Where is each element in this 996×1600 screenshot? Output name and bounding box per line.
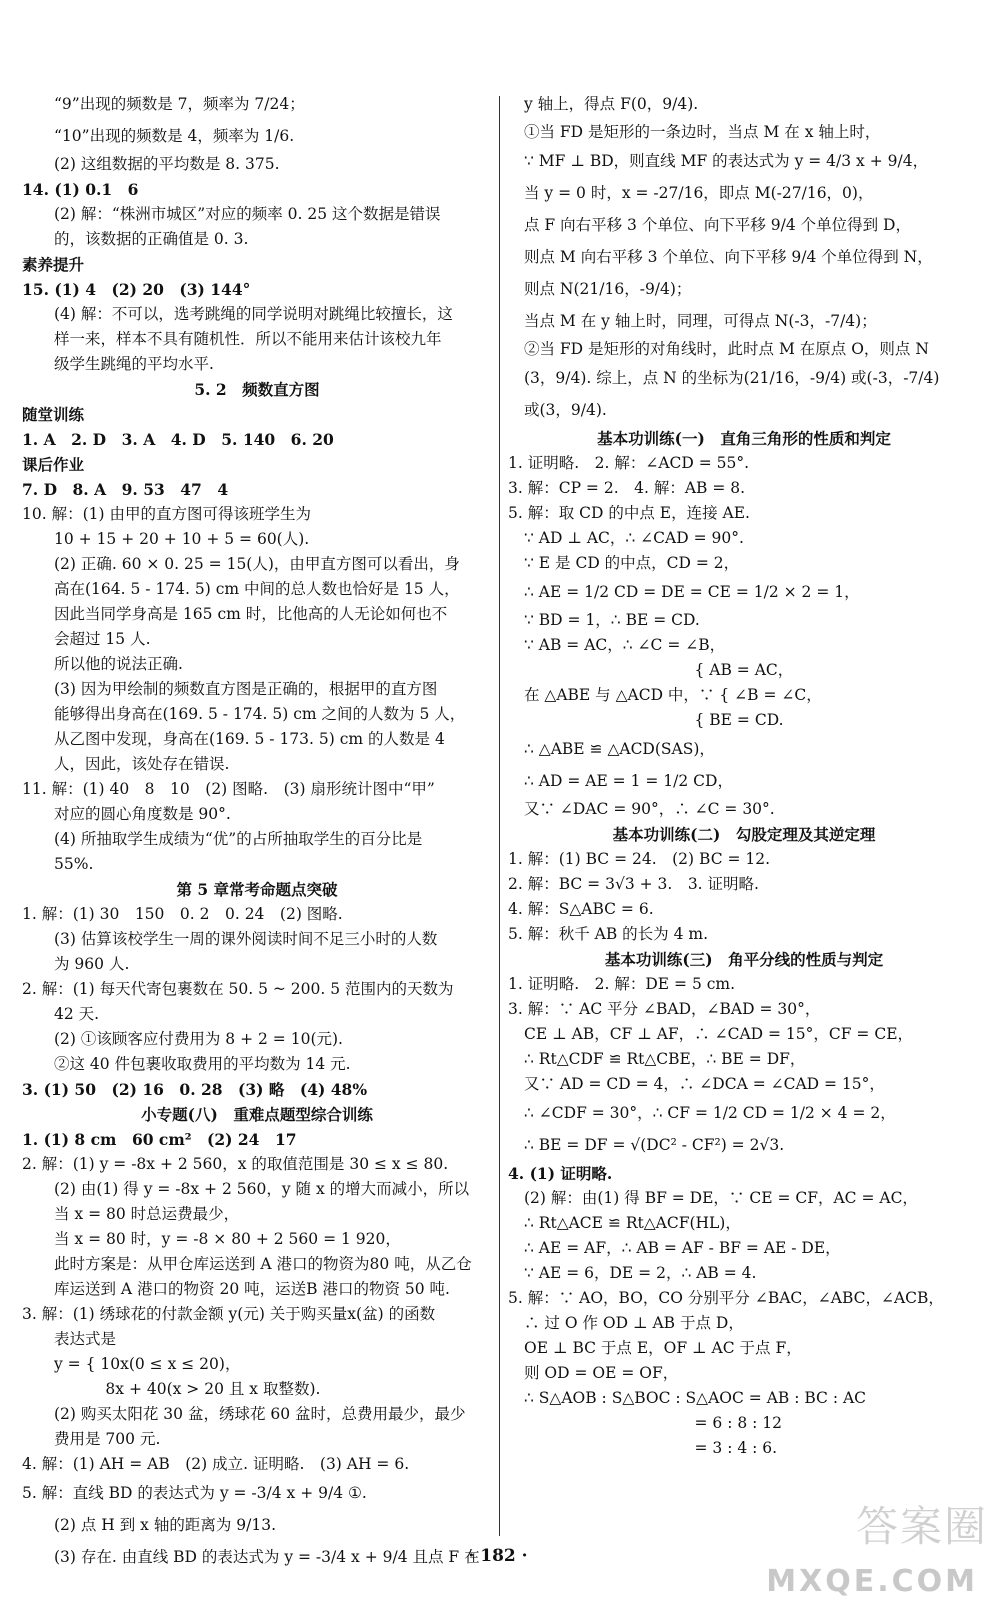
left-line: “10”出现的频数是 4，频率为 1/6. (54, 127, 295, 145)
right-line: ∵ E 是 CD 的中点，CD = 2， (524, 554, 740, 572)
left-line: (2) 解：“株洲市城区”对应的频率 0. 25 这个数据是错误 (54, 205, 441, 223)
right-line: 1. 证明略. 2. 解：DE = 5 cm. (508, 975, 736, 993)
left-line: 4. 解：(1) AH = AB (2) 成立. 证明略. (3) AH = 6. (22, 1455, 410, 1473)
left-line: 5. 解：直线 BD 的表达式为 y = -3/4 x + 9/4 ①. (22, 1484, 367, 1502)
right-line: (3，9/4). 综上，点 N 的坐标为(21/16，-9/4) 或(-3，-7/4) (524, 369, 940, 387)
right-line: 当 y = 0 时，x = -27/16，即点 M(-27/16，0)， (524, 184, 874, 202)
left-line: 小专题(八) 重难点题型综合训练 (141, 1105, 373, 1124)
right-line: CE ⊥ AB，CF ⊥ AF，∴ ∠CAD = 15°，CF = CE， (524, 1025, 914, 1043)
right-line: ①当 FD 是矩形的一条边时，当点 M 在 x 轴上时， (524, 123, 881, 141)
right-line: 或(3，9/4). (524, 401, 607, 419)
left-line: (2) 点 H 到 x 轴的距离为 9/13. (54, 1516, 277, 1534)
watermark-logo (748, 1502, 988, 1599)
left-line: 1. 解：(1) 30 150 0. 2 0. 24 (2) 图略. (22, 905, 343, 923)
left-line: 课后作业 (22, 455, 85, 474)
right-column (508, 88, 980, 1461)
left-line: 随堂训练 (22, 405, 85, 424)
left-line: 所以他的说法正确. (54, 655, 183, 673)
right-line: ∵ BD = 1，∴ BE = CD. (524, 611, 700, 629)
left-line: 42 天. (54, 1005, 100, 1023)
right-line: = 3 : 4 : 6. (524, 1439, 778, 1457)
left-line: 样一来，样本不具有随机性．所以不能用来估计该校九年 (54, 330, 442, 348)
left-column (22, 88, 492, 1573)
right-line: ∴ S△AOB : S△BOC : S△AOC = AB : BC : AC (524, 1389, 867, 1407)
right-line: 当点 M 在 y 轴上时，同理，可得点 N(-3，-7/4)； (524, 312, 877, 330)
left-line: 的，该数据的正确值是 0. 3. (54, 230, 249, 248)
left-line: “9”出现的频数是 7，频率为 7/24； (54, 95, 305, 113)
right-line: (2) 解：由(1) 得 BF = DE，∵ CE = CF，AC = AC， (524, 1189, 918, 1207)
left-line: 11. 解：(1) 40 8 10 (2) 图略. (3) 扇形统计图中“甲” (22, 780, 435, 798)
left-line: 第 5 章常考命题点突破 (176, 880, 338, 899)
right-line: ∴ BE = DF = √(DC² - CF²) = 2√3. (524, 1136, 785, 1154)
left-line: (3) 存在. 由直线 BD 的表达式为 y = -3/4 x + 9/4 且点 F 在 (54, 1548, 480, 1566)
left-line: 3. (1) 50 (2) 16 0. 28 (3) 略 (4) 48% (22, 1080, 368, 1099)
left-line: 表达式是 (54, 1330, 117, 1348)
right-line: 5. 解：取 CD 的中点 E，连接 AE. (508, 504, 750, 522)
left-line: 当 x = 80 时，y = -8 × 80 + 2 560 = 1 920， (54, 1230, 401, 1248)
right-line: 基本功训练(二) 勾股定理及其逆定理 (612, 825, 876, 844)
right-line: ∵ AB = AC，∴ ∠C = ∠B， (524, 636, 726, 654)
right-line: ∵ AE = 6，DE = 2，∴ AB = 4. (524, 1264, 757, 1282)
right-line: 基本功训练(三) 角平分线的性质与判定 (604, 950, 884, 969)
left-line: 对应的圆心角度数是 90°. (54, 805, 231, 823)
left-line: 高在(164. 5 - 174. 5) cm 中间的总人数也恰好是 15 人， (54, 580, 460, 598)
right-line: ∴ ∠CDF = 30°，∴ CF = 1/2 CD = 1/2 × 4 = 2， (524, 1104, 896, 1122)
left-line: 会超过 15 人. (54, 630, 151, 648)
left-line: 素养提升 (22, 255, 85, 274)
right-line: 4. 解：S△ABC = 6. (508, 900, 654, 918)
left-line: (2) 购买太阳花 30 盆，绣球花 60 盆时，总费用最少，最少 (54, 1405, 466, 1423)
left-line: 15. (1) 4 (2) 20 (3) 144° (22, 280, 251, 299)
right-line: ∴ AE = 1/2 CD = DE = CE = 1/2 × 2 = 1， (524, 583, 860, 601)
right-line: 点 F 向右平移 3 个单位、向下平移 9/4 个单位得到 D， (524, 216, 911, 234)
left-line: (4) 所抽取学生成绩为“优”的占所抽取学生的百分比是 (54, 830, 423, 848)
left-line: (3) 因为甲绘制的频数直方图是正确的，根据甲的直方图 (54, 680, 438, 698)
left-line: (2) ①该顾客应付费用为 8 + 2 = 10(元). (54, 1030, 343, 1048)
right-line: = 6 : 8 : 12 (524, 1414, 783, 1432)
left-line: 为 960 人. (54, 955, 130, 973)
left-line: 因此当同学身高是 165 cm 时，比他高的人无论如何也不 (54, 605, 448, 623)
left-line: 1. (1) 8 cm 60 cm² (2) 24 17 (22, 1130, 297, 1149)
right-line: 4. (1) 证明略. (508, 1164, 613, 1183)
left-line: 3. 解：(1) 绣球花的付款金额 y(元) 关于购买量x(盆) 的函数 (22, 1305, 436, 1323)
right-line: ∴ △ABE ≌ △ACD(SAS)， (524, 740, 715, 758)
right-line: { AB = AC， (524, 661, 794, 679)
right-line: 3. 解：CP = 2. 4. 解：AB = 8. (508, 479, 746, 497)
left-line: 费用是 700 元. (54, 1430, 161, 1448)
right-line: ∵ AD ⊥ AC，∴ ∠CAD = 90°. (524, 529, 744, 547)
right-line: ∴ Rt△CDF ≌ Rt△CBE，∴ BE = DF， (524, 1050, 806, 1068)
left-line: 1. A 2. D 3. A 4. D 5. 140 6. 20 (22, 430, 334, 449)
right-line: 3. 解：∵ AC 平分 ∠BAD，∠BAD = 30°， (508, 1000, 821, 1018)
watermark-top: 答案圈 (855, 1502, 988, 1551)
watermark-bottom: MXQE.COM (766, 1564, 978, 1599)
left-line: 5. 2 频数直方图 (194, 380, 320, 399)
right-line: ∴ 过 O 作 OD ⊥ AB 于点 D， (524, 1314, 744, 1332)
right-line: 5. 解：秋千 AB 的长为 4 m. (508, 925, 708, 943)
right-line: ∴ AD = AE = 1 = 1/2 CD， (524, 772, 733, 790)
page-number: · 182 · (468, 1546, 528, 1566)
left-line: (2) 由(1) 得 y = -8x + 2 560，y 随 x 的增大而减小，所以 (54, 1180, 470, 1198)
right-line: OE ⊥ BC 于点 E，OF ⊥ AC 于点 F， (524, 1339, 802, 1357)
left-line: 10 + 15 + 20 + 10 + 5 = 60(人). (54, 530, 310, 548)
left-line: 14. (1) 0.1 6 (22, 180, 139, 199)
right-line: 则点 N(21/16，-9/4)； (524, 280, 692, 298)
left-line: 55%. (54, 855, 94, 873)
left-line: 人，因此，该处存在错误. (54, 755, 230, 773)
left-line: (2) 这组数据的平均数是 8. 375. (54, 155, 280, 173)
right-line: 1. 证明略. 2. 解：∠ACD = 55°. (508, 454, 750, 472)
left-line: 10. 解：(1) 由甲的直方图可得该班学生为 (22, 505, 311, 523)
left-line: (3) 估算该校学生一周的课外阅读时间不足三小时的人数 (54, 930, 438, 948)
left-line: 2. 解：(1) y = -8x + 2 560，x 的取值范围是 30 ≤ x ≤ 80. (22, 1155, 449, 1173)
left-line: ②这 40 件包裹收取费用的平均数为 14 元. (54, 1055, 351, 1073)
right-line: 则 OD = OE = OF， (524, 1364, 679, 1382)
right-line: ∴ AE = AF，∴ AB = AF - BF = AE - DE， (524, 1239, 841, 1257)
left-line: y = { 10x(0 ≤ x ≤ 20)， (54, 1355, 241, 1373)
right-line: 在 △ABE 与 △ACD 中，∵ { ∠B = ∠C， (524, 686, 822, 704)
right-line: 又∵ AD = CD = 4，∴ ∠DCA = ∠CAD = 15°， (524, 1075, 885, 1093)
right-line: 1. 解：(1) BC = 24. (2) BC = 12. (508, 850, 771, 868)
right-line: ∵ MF ⊥ BD，则直线 MF 的表达式为 y = 4/3 x + 9/4， (524, 152, 929, 170)
left-line: 2. 解：(1) 每天代寄包裹数在 50. 5 ~ 200. 5 范围内的天数为 (22, 980, 454, 998)
right-line: ②当 FD 是矩形的对角线时，此时点 M 在原点 O，则点 N (524, 340, 929, 358)
right-line: 5. 解：∵ AO，BO，CO 分别平分 ∠BAC，∠ABC，∠ACB， (508, 1289, 944, 1307)
left-line: (2) 正确. 60 × 0. 25 = 15(人)，由甲直方图可以看出，身 (54, 555, 460, 573)
right-line: { BE = CD. (524, 711, 784, 729)
left-line: 级学生跳绳的平均水平. (54, 355, 214, 373)
left-line: 8x + 40(x > 20 且 x 取整数). (54, 1380, 321, 1398)
left-line: 此时方案是：从甲仓库运送到 A 港口的物资为80 吨，从乙仓 (54, 1255, 472, 1273)
left-line: 库运送到 A 港口的物资 20 吨，运送B 港口的物资 50 吨. (54, 1280, 450, 1298)
right-line: 2. 解：BC = 3√3 + 3. 3. 证明略. (508, 875, 759, 893)
left-line: 当 x = 80 时总运费最少， (54, 1205, 240, 1223)
right-line: ∴ Rt△ACE ≌ Rt△ACF(HL)， (524, 1214, 741, 1232)
left-line: 从乙图中发现，身高在(169. 5 - 173. 5) cm 的人数是 4 (54, 730, 445, 748)
right-line: 则点 M 向右平移 3 个单位、向下平移 9/4 个单位得到 N， (524, 248, 933, 266)
left-line: (4) 解：不可以，选考跳绳的同学说明对跳绳比较擅长，这 (54, 305, 453, 323)
right-line: 基本功训练(一) 直角三角形的性质和判定 (597, 429, 891, 448)
left-line: 能够得出身高在(169. 5 - 174. 5) cm 之间的人数为 5 人， (54, 705, 466, 723)
column-divider (499, 96, 500, 1536)
left-line: 7. D 8. A 9. 53 47 4 (22, 480, 229, 499)
right-line: 又∵ ∠DAC = 90°，∴ ∠C = 30°. (524, 800, 775, 818)
right-line: y 轴上，得点 F(0，9/4). (524, 95, 699, 113)
